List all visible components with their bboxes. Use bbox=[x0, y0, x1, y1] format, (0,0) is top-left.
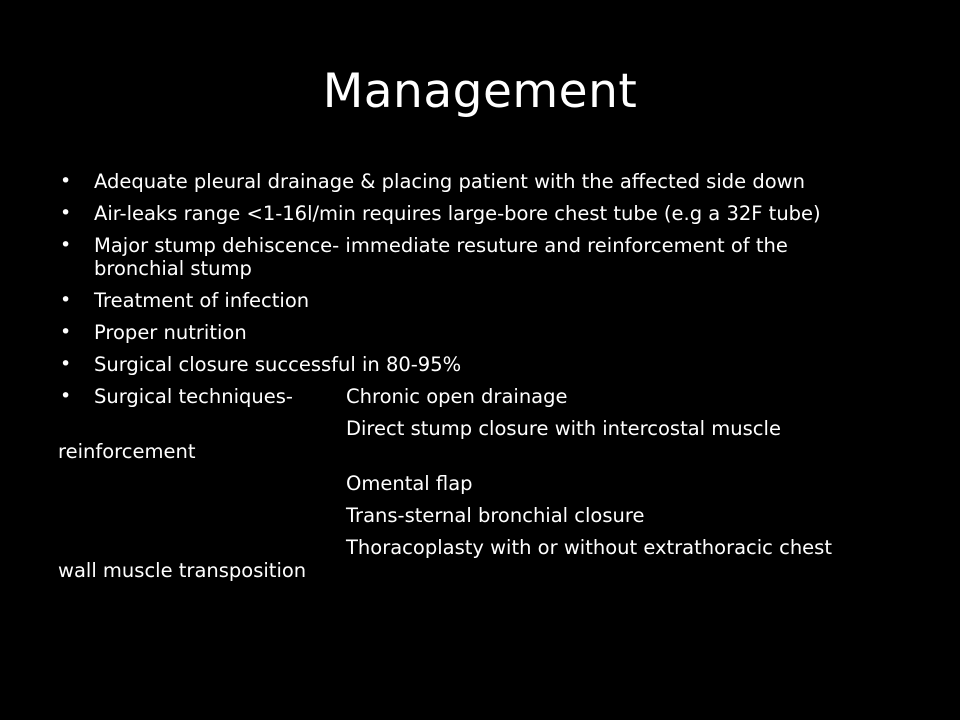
slide-title: Management bbox=[322, 64, 638, 119]
technique-text-line1: Direct stump closure with intercostal muscle bbox=[346, 417, 781, 440]
bullet-item-drainage bbox=[58, 170, 918, 193]
bullet-icon: • bbox=[60, 385, 72, 407]
technique-item: Chronic open drainage bbox=[346, 385, 568, 408]
bullet-item-closure-success bbox=[58, 353, 918, 376]
technique-item bbox=[58, 504, 918, 527]
bullet-icon: • bbox=[60, 321, 72, 343]
bullet-text: Treatment of infection bbox=[94, 289, 310, 312]
technique-text-line2: wall muscle transposition bbox=[58, 559, 307, 582]
technique-text-line2: reinforcement bbox=[58, 440, 196, 463]
bullet-icon: • bbox=[60, 289, 72, 311]
bullet-item-nutrition bbox=[58, 321, 918, 344]
bullet-icon: • bbox=[60, 170, 72, 192]
technique-item bbox=[58, 472, 918, 495]
bullet-item-stump-dehiscence bbox=[58, 234, 918, 280]
bullet-text: Air-leaks range <1-16l/min requires large-bore chest tube (e.g a 32F tube) bbox=[94, 202, 821, 225]
technique-item bbox=[58, 536, 918, 582]
technique-text-line1: Thoracoplasty with or without extrathoracic chest bbox=[346, 536, 832, 559]
bullet-text: Adequate pleural drainage & placing patient with the affected side down bbox=[94, 170, 805, 193]
bullet-text: Proper nutrition bbox=[94, 321, 247, 344]
technique-text-line1: Trans-sternal bronchial closure bbox=[346, 504, 645, 527]
bullet-icon: • bbox=[60, 202, 72, 224]
bullet-list bbox=[58, 170, 918, 591]
bullet-icon: • bbox=[60, 353, 72, 375]
bullet-text-line1: Major stump dehiscence- immediate resuture and reinforcement of the bbox=[94, 234, 788, 257]
technique-item bbox=[58, 417, 918, 463]
bullet-text: Surgical closure successful in 80-95% bbox=[94, 353, 462, 376]
bullet-icon: • bbox=[60, 234, 72, 256]
bullet-item-infection bbox=[58, 289, 918, 312]
techniques-label: Surgical techniques- bbox=[94, 385, 293, 408]
bullet-text-line2: bronchial stump bbox=[94, 257, 252, 280]
bullet-item-surgical-techniques bbox=[58, 385, 918, 408]
bullet-item-air-leaks bbox=[58, 202, 918, 225]
technique-text-line1: Omental flap bbox=[346, 472, 473, 495]
